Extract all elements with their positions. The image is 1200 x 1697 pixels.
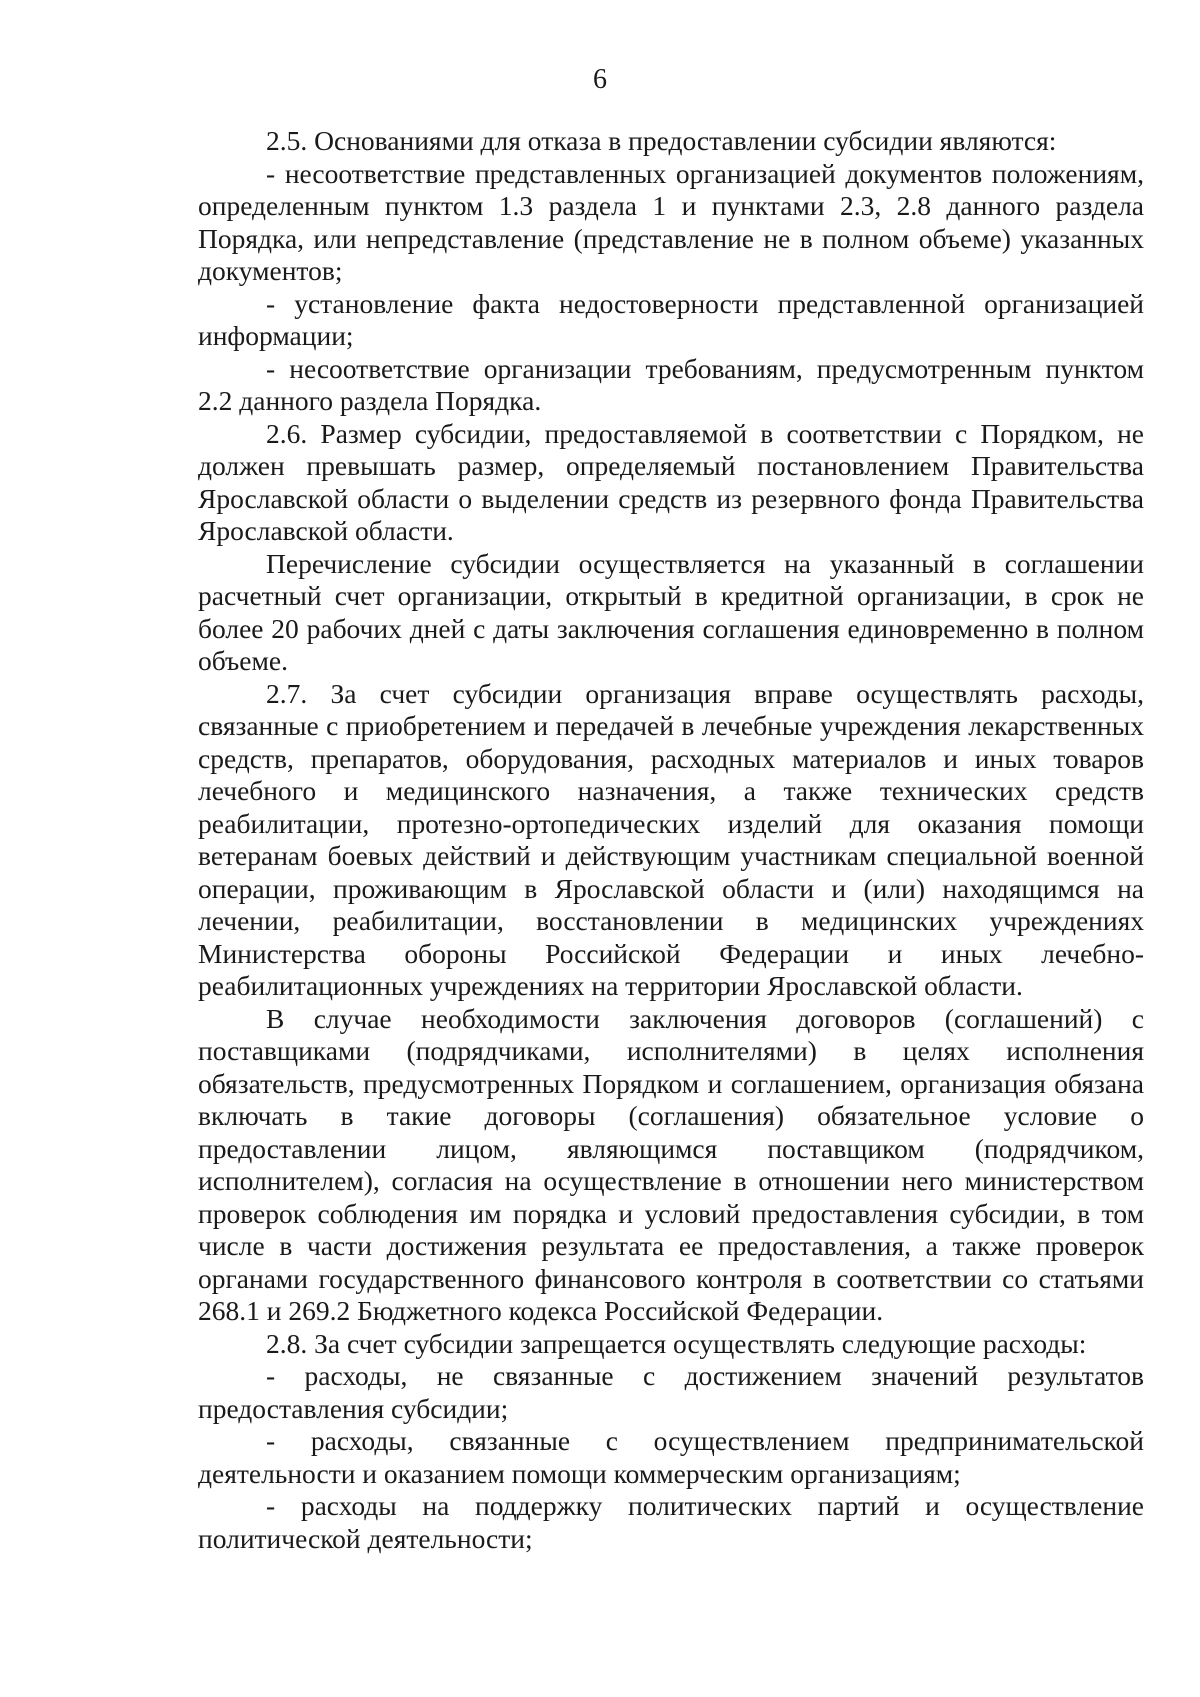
- paragraph-2-8-heading: 2.8. За счет субсидии запрещается осуществлять следующие расходы:: [266, 1327, 1087, 1359]
- paragraph-2-5-item-requirements: - несоответствие организации требованиям, предусмотренным пунктом 2.2 данного раздела Порядка.: [198, 352, 1144, 416]
- paragraph-2-7-contracts: В случае необходимости заключения договоров (соглашений) с поставщиками (подрядчиками, исполнителями) в целях исполнения обязательств, предусмотренных Порядком и соглашением, организация обязана включать в такие договоры (соглашения) обязательное условие о предоставлении лицом, являющимся поставщиком (подрядчиком, исполнителем), согласия на осуществление в отношении него министерством проверок соблюдения им порядка и условий предоставления субсидии, в том числе в части достижения результата ее предоставления, а также проверок органами государственного финансового контроля в соответствии со статьями 268.1 и 269.2 Бюджетного кодекса Российской Федерации.: [198, 1002, 1144, 1326]
- paragraph-2-8-item-results: - расходы, не связанные с достижением значений результатов предоставления субсидии;: [198, 1360, 1144, 1424]
- paragraph-2-8-item-politics: - расходы на поддержку политических партий и осуществление политической деятельности;: [198, 1490, 1144, 1554]
- document-body: [198, 125, 1144, 1555]
- paragraph-2-6: 2.6. Размер субсидии, предоставляемой в соответствии с Порядком, не должен превышать размер, определяемый постановлением Правительства Ярославской области о выделении средств из резервного фонда Правительства Ярославской области.: [198, 417, 1144, 546]
- paragraph-2-8-item-business: - расходы, связанные с осуществлением предпринимательской деятельности и оказанием помощи коммерческим организациям;: [198, 1425, 1144, 1489]
- paragraph-2-5-heading: 2.5. Основаниями для отказа в предоставлении субсидии являются:: [266, 125, 1057, 156]
- paragraph-2-7: 2.7. За счет субсидии организация вправе осуществлять расходы, связанные с приобретением и передачей в лечебные учреждения лекарственных средств, препаратов, оборудования, расходных материалов и иных товаров лечебного и медицинского назначения, а также технических средств реабилитации, протезно-ортопедических изделий для оказания помощи ветеранам боевых действий и действующим участникам специальной военной операции, проживающим в Ярославской области и (или) находящимся на лечении, реабилитации, восстановлении в медицинских учреждениях Министерства обороны Российской Федерации и иных лечебно-реабилитационных учреждениях на территории Ярославской области.: [198, 677, 1144, 1001]
- paragraph-2-5-item-documents: - несоответствие представленных организацией документов положениям, определенным пунктом 1.3 раздела 1 и пунктами 2.3, 2.8 данного раздела Порядка, или непредставление (представление не в полном объеме) указанных документов;: [198, 157, 1144, 286]
- page-number: 6: [593, 64, 607, 95]
- paragraph-2-5-item-false-info: - установление факта недостоверности представленной организацией информации;: [198, 287, 1144, 351]
- paragraph-2-6-transfer: Перечисление субсидии осуществляется на указанный в соглашении расчетный счет организации, открытый в кредитной организации, в срок не более 20 рабочих дней с даты заключения соглашения единовременно в полном объеме.: [198, 547, 1144, 676]
